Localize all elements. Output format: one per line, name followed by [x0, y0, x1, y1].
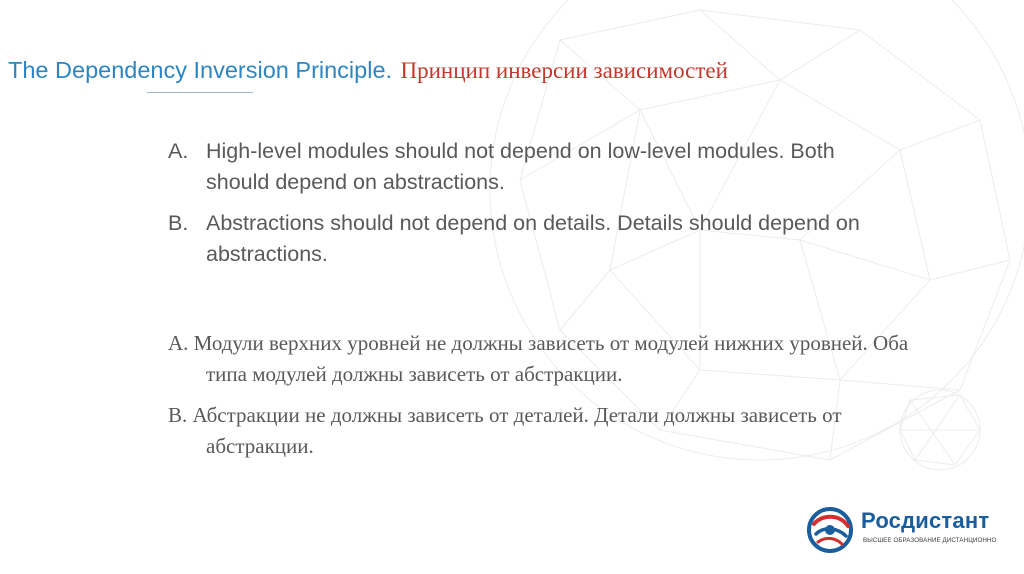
english-point-a-marker: A.: [168, 139, 189, 163]
english-point-b: [168, 208, 888, 270]
russian-point-b: B. Абстракции не должны зависеть от деталей. Детали должны зависеть от абстракции.: [168, 403, 842, 458]
rosdistant-logo: [806, 506, 996, 554]
english-point-a-text: High-level modules should not depend on low-level modules. Both should depend on abstractions.: [206, 139, 835, 194]
russian-point-a: A. Модули верхних уровней не должны зависеть от модулей нижних уровней. Оба типа модулей должны зависеть от абстракции.: [168, 331, 909, 386]
logo-name: Росдистант: [861, 508, 990, 533]
rosdistant-emblem-icon: [806, 506, 854, 554]
english-point-b-text: Abstractions should not depend on details. Details should depend on abstractions.: [206, 211, 860, 266]
english-point-a: [168, 136, 888, 198]
english-point-b-marker: B.: [168, 211, 189, 235]
russian-points-list: [168, 328, 928, 472]
title-underline-divider: [147, 92, 253, 93]
slide-title: [8, 57, 728, 84]
title-english: The Dependency Inversion Principle.: [8, 57, 393, 83]
english-points-list: [168, 136, 888, 280]
logo-tagline: ВЫСШЕЕ ОБРАЗОВАНИЕ ДИСТАНЦИОННО: [863, 537, 997, 544]
title-russian: Принцип инверсии зависимостей: [400, 58, 728, 83]
